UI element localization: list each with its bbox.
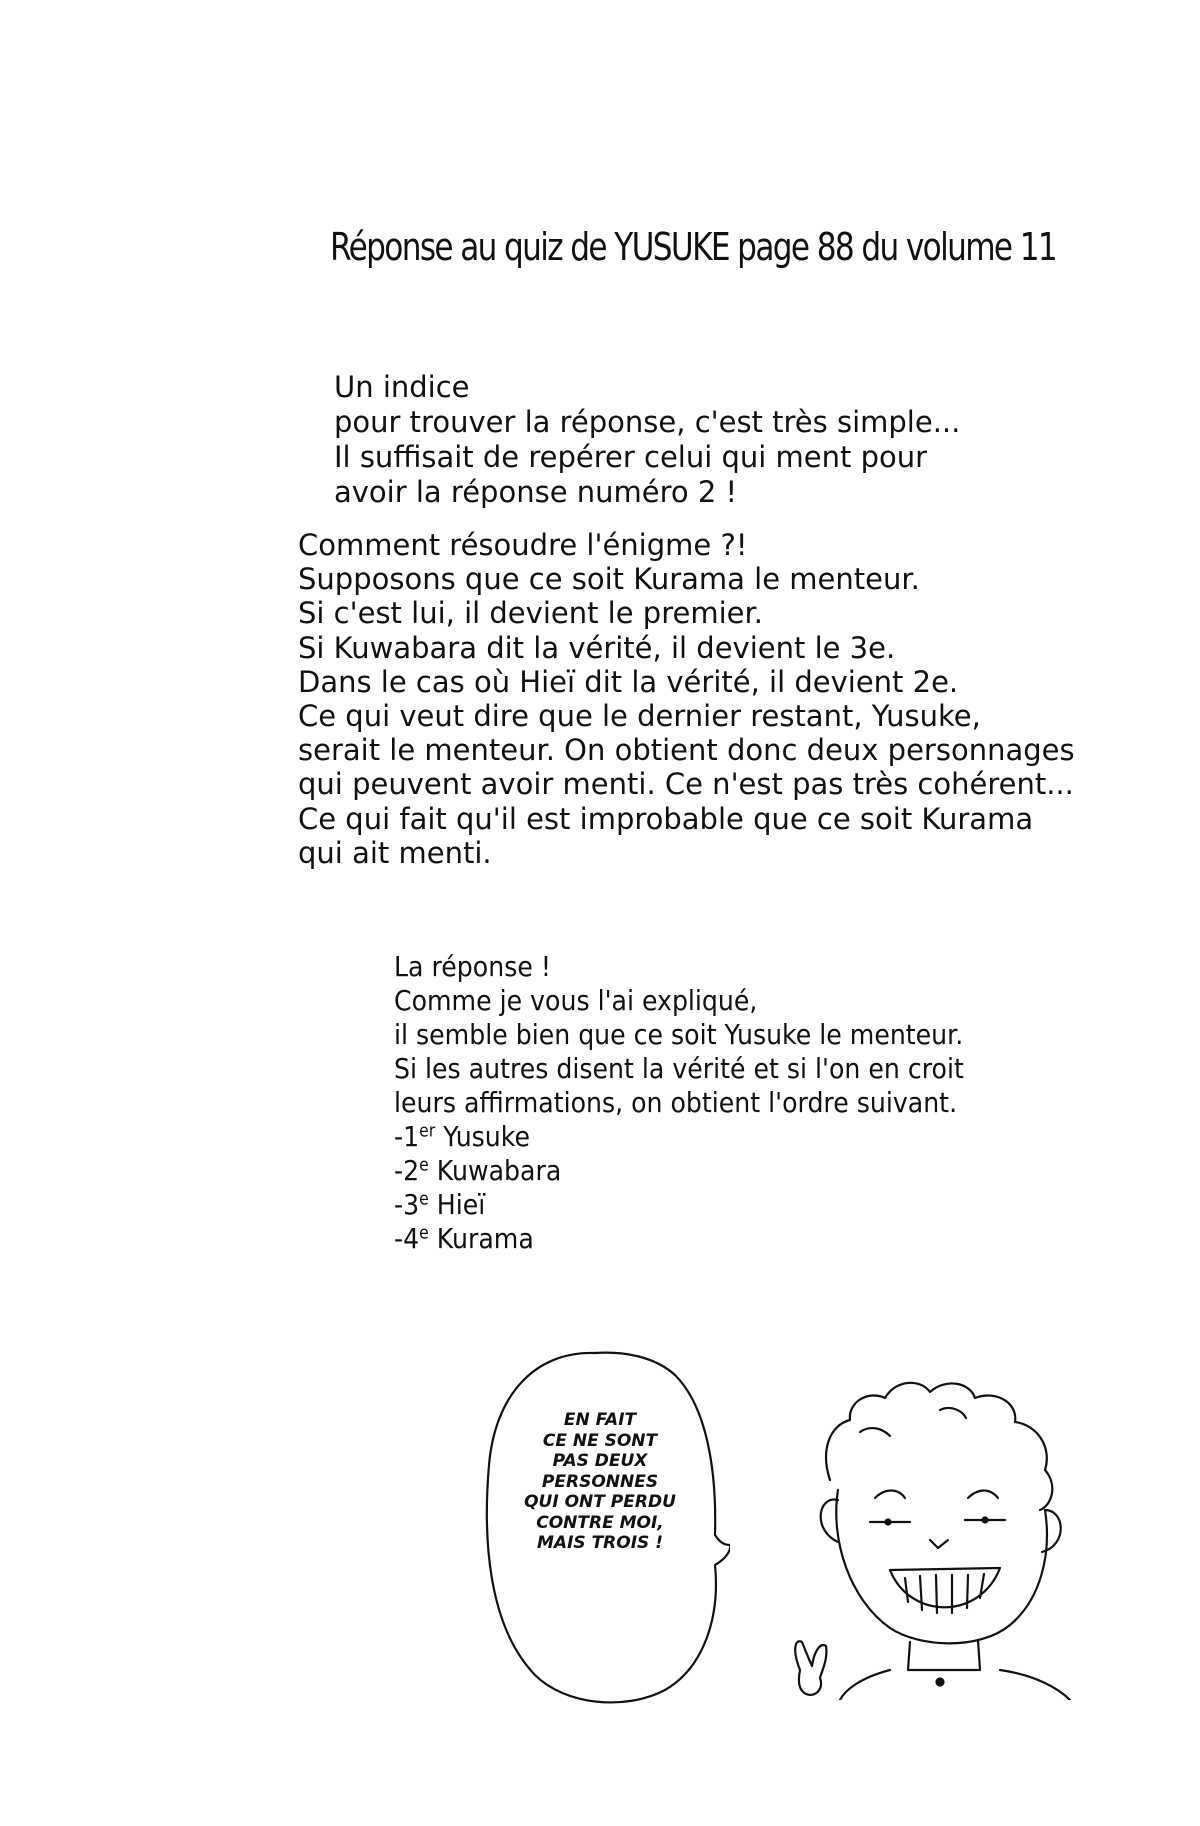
explanation-line: Comment résoudre l'énigme ?! [298, 528, 748, 562]
ranking-suffix: e [419, 1189, 429, 1210]
explanation-paragraph [298, 528, 1075, 870]
face-outline [836, 1490, 1047, 1643]
page-title: Réponse au quiz de YUSUKE page 88 du volume 11 [330, 225, 1057, 269]
ranking-suffix: e [419, 1223, 429, 1244]
ranking-item [394, 1154, 964, 1188]
explanation-line: qui ait menti. [298, 835, 492, 870]
hint-line: Il suffisait de repérer celui qui ment pour [334, 440, 928, 474]
ranking-suffix: e [419, 1155, 429, 1176]
explanation-line: Ce qui veut dire que le dernier restant, Yusuke, [298, 699, 981, 734]
ranking-name: Hieï [436, 1188, 486, 1221]
hint-paragraph [334, 370, 960, 510]
ranking-name: Kuwabara [436, 1154, 562, 1187]
ranking-item [394, 1188, 964, 1222]
ranking-number: -1 [394, 1120, 420, 1153]
answer-line: Si les autres disent la vérité et si l'on en croit [394, 1052, 964, 1085]
explanation-line: Ce qui fait qu'il est improbable que ce soit Kurama [298, 801, 1034, 836]
hair-drawing [826, 1383, 1052, 1510]
hint-line: avoir la réponse numéro 2 ! [334, 475, 738, 509]
peace-sign-hand [795, 1641, 826, 1695]
ranking-name: Kurama [436, 1222, 534, 1255]
answer-line: Comme je vous l'ai expliqué, [394, 984, 758, 1017]
bubble-line: CONTRE MOI, [536, 1512, 664, 1533]
jacket-collar [908, 1640, 980, 1670]
bubble-line: MAIS TROIS ! [537, 1533, 663, 1553]
bubble-line: PERSONNES [541, 1471, 659, 1492]
ranking-number: -2 [394, 1154, 420, 1187]
ranking-item [394, 1222, 964, 1256]
ranking-name: Yusuke [443, 1120, 530, 1153]
yusuke-chibi-illustration [790, 1370, 1110, 1700]
bubble-line: CE NE SONT [542, 1430, 658, 1451]
explanation-line: Si c'est lui, il devient le premier. [298, 596, 763, 631]
eye-left [875, 1491, 905, 1499]
explanation-line: Dans le cas où Hieï dit la vérité, il devient 2e. [298, 664, 959, 699]
explanation-line: qui peuvent avoir menti. Ce n'est pas très cohérent... [298, 767, 1074, 802]
bubble-line: EN FAIT [563, 1410, 637, 1430]
ranking-suffix: er [419, 1121, 436, 1142]
explanation-line: serait le menteur. On obtient donc deux personnages [298, 733, 1075, 768]
speech-bubble-text [475, 1410, 725, 1554]
explanation-line: Supposons que ce soit Kurama le menteur. [298, 562, 920, 597]
bubble-line: PAS DEUX [552, 1451, 648, 1471]
ranking-item [394, 1120, 964, 1154]
answer-line: il semble bien que ce soit Yusuke le menteur. [394, 1018, 964, 1051]
eye-right [968, 1491, 998, 1499]
ranking-number: -4 [394, 1222, 420, 1255]
answer-paragraph [394, 950, 964, 1256]
ranking-number: -3 [394, 1188, 420, 1221]
answer-line: leurs affirmations, on obtient l'ordre suivant. [394, 1086, 958, 1119]
hint-line: Un indice [334, 370, 470, 404]
hint-line: pour trouver la réponse, c'est très simple... [334, 405, 961, 439]
explanation-line: Si Kuwabara dit la vérité, il devient le 3e. [298, 630, 896, 665]
bubble-line: QUI ONT PERDU [524, 1492, 676, 1512]
answer-line: La réponse ! [394, 950, 551, 983]
